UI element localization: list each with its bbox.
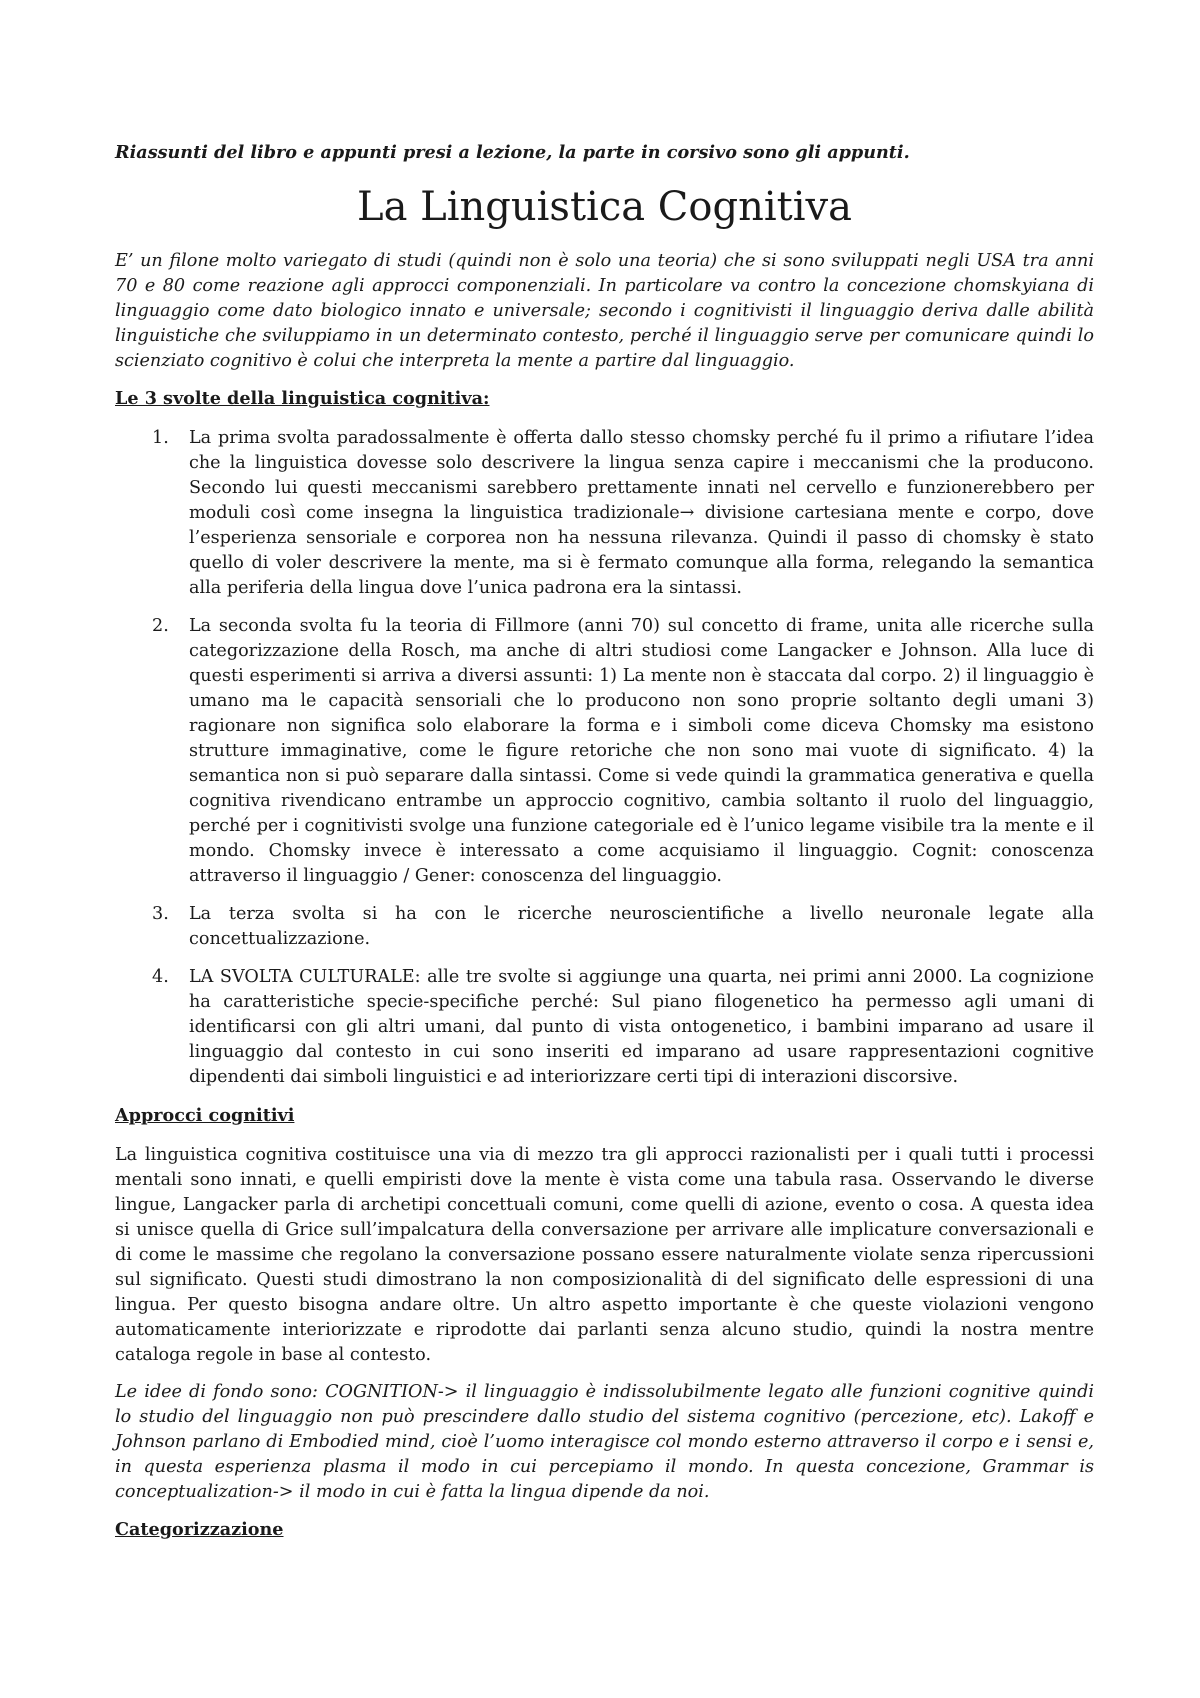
page-title: La Linguistica Cognitiva <box>357 184 852 230</box>
list-item-text: LA SVOLTA CULTURALE: alle tre svolte si aggiunge una quarta, nei primi anni 2000. La cognizione ha caratteristiche specie-specifiche perché: Sul piano filogenetico ha permesso agli umani di identificarsi con gli altri umani, dal punto di vista ontogenetico, i bambini imparano ad usare il linguaggio dal contesto in cui sono inseriti ed imparano ad usare rappresentazioni cognitive dipendenti dai simboli linguistici e ad interiorizzare certi tipi di interazioni discorsive. <box>189 967 1094 1087</box>
list-item-number: 2. <box>152 616 169 636</box>
list-item <box>115 614 1094 889</box>
list-item <box>115 902 1094 952</box>
approcci-heading: Approcci cognitivi <box>115 1105 295 1126</box>
list-item-number: 4. <box>152 967 169 987</box>
approcci-paragraph: La linguistica cognitiva costituisce una via di mezzo tra gli approcci razionalisti per i quali tutti i processi mentali sono innati, e quelli empiristi dove la mente è vista come una tabula rasa. Osservando le diverse lingue, Langacker parla di archetipi concettuali comuni, come quelli di azione, evento o cosa. A questa idea si unisce quella di Grice sull’impalcatura della conversazione per arrivare alle implicature conversazionali e di come le massime che regolano la conversazione possano essere naturalmente violate senza ripercussioni sul significato. Questi studi dimostrano la non composizionalità di del significato delle espressioni di una lingua. Per questo bisogna andare oltre. Un altro aspetto importante è che queste violazioni vengono automaticamente interiorizzate e riprodotte dai parlanti senza alcuno studio, quindi la nostra mentre cataloga regole in base al contesto. <box>115 1145 1094 1365</box>
svolte-heading: Le 3 svolte della linguistica cognitiva: <box>115 388 490 409</box>
intro-paragraph: E’ un filone molto variegato di studi (quindi non è solo una teoria) che si sono sviluppati negli USA tra anni 70 e 80 come reazione agli approcci componenziali. In particolare va contro la concezione chomskyiana di linguaggio come dato biologico innato e universale; secondo i cognitivisti il linguaggio deriva dalle abilità linguistiche che sviluppiamo in un determinato contesto, perché il linguaggio serve per comunicare quindi lo scienziato cognitivo è colui che interpreta la mente a partire dal linguaggio. <box>115 251 1094 371</box>
list-item-text: La terza svolta si ha con le ricerche neuroscientifiche a livello neuronale legate alla concettualizzazione. <box>189 904 1094 949</box>
list-item <box>115 965 1094 1090</box>
document-page <box>115 140 1094 1557</box>
list-item-number: 1. <box>152 428 169 448</box>
approcci-notes: Le idee di fondo sono: COGNITION-> il linguaggio è indissolubilmente legato alle funzioni cognitive quindi lo studio del linguaggio non può prescindere dallo studio del sistema cognitivo (percezione, etc). Lakoff e Johnson parlano di Embodied mind, cioè l’uomo interagisce col mondo esterno attraverso il corpo e i sensi e, in questa esperienza plasma il modo in cui percepiamo il mondo. In questa concezione, Grammar is conceptualization-> il modo in cui è fatta la lingua dipende da noi. <box>115 1382 1094 1502</box>
categorizzazione-heading: Categorizzazione <box>115 1519 284 1540</box>
header-note: Riassunti del libro e appunti presi a lezione, la parte in corsivo sono gli appunti. <box>115 142 910 163</box>
list-item-text: La seconda svolta fu la teoria di Fillmore (anni 70) sul concetto di frame, unita alle ricerche sulla categorizzazione della Rosch, ma anche di altri studiosi come Langacker e Johnson. Alla luce di questi esperimenti si arriva a diversi assunti: 1) La mente non è staccata dal corpo. 2) il linguaggio è umano ma le capacità sensoriali che lo producono non sono proprie soltanto degli umani 3) ragionare non significa solo elaborare la forma e i simboli come diceva Chomsky ma esistono strutture immaginative, come le figure retoriche che non sono mai vuote di significato. 4) la semantica non si può separare dalla sintassi. Come si vede quindi la grammatica generativa e quella cognitiva rivendicano entrambe un approccio cognitivo, cambia soltanto il ruolo del linguaggio, perché per i cognitivisti svolge una funzione categoriale ed è l’unico legame visibile tra la mente e il mondo. Chomsky invece è interessato a come acquisiamo il linguaggio. Cognit: conoscenza attraverso il linguaggio / Gener: conoscenza del linguaggio. <box>189 616 1094 886</box>
list-item-text: La prima svolta paradossalmente è offerta dallo stesso chomsky perché fu il primo a rifiutare l’idea che la linguistica dovesse solo descrivere la lingua senza capire i meccanismi che la producono. Secondo lui questi meccanismi sarebbero prettamente innati nel cervello e funzionerebbero per moduli così come insegna la linguistica tradizionale→ divisione cartesiana mente e corpo, dove l’esperienza sensoriale e corporea non ha nessuna rilevanza. Quindi il passo di chomsky è stato quello di voler descrivere la mente, ma si è fermato comunque alla forma, relegando la semantica alla periferia della lingua dove l’unica padrona era la sintassi. <box>189 428 1094 598</box>
list-item <box>115 426 1094 601</box>
svolte-list <box>115 426 1094 1090</box>
list-item-number: 3. <box>152 904 169 924</box>
